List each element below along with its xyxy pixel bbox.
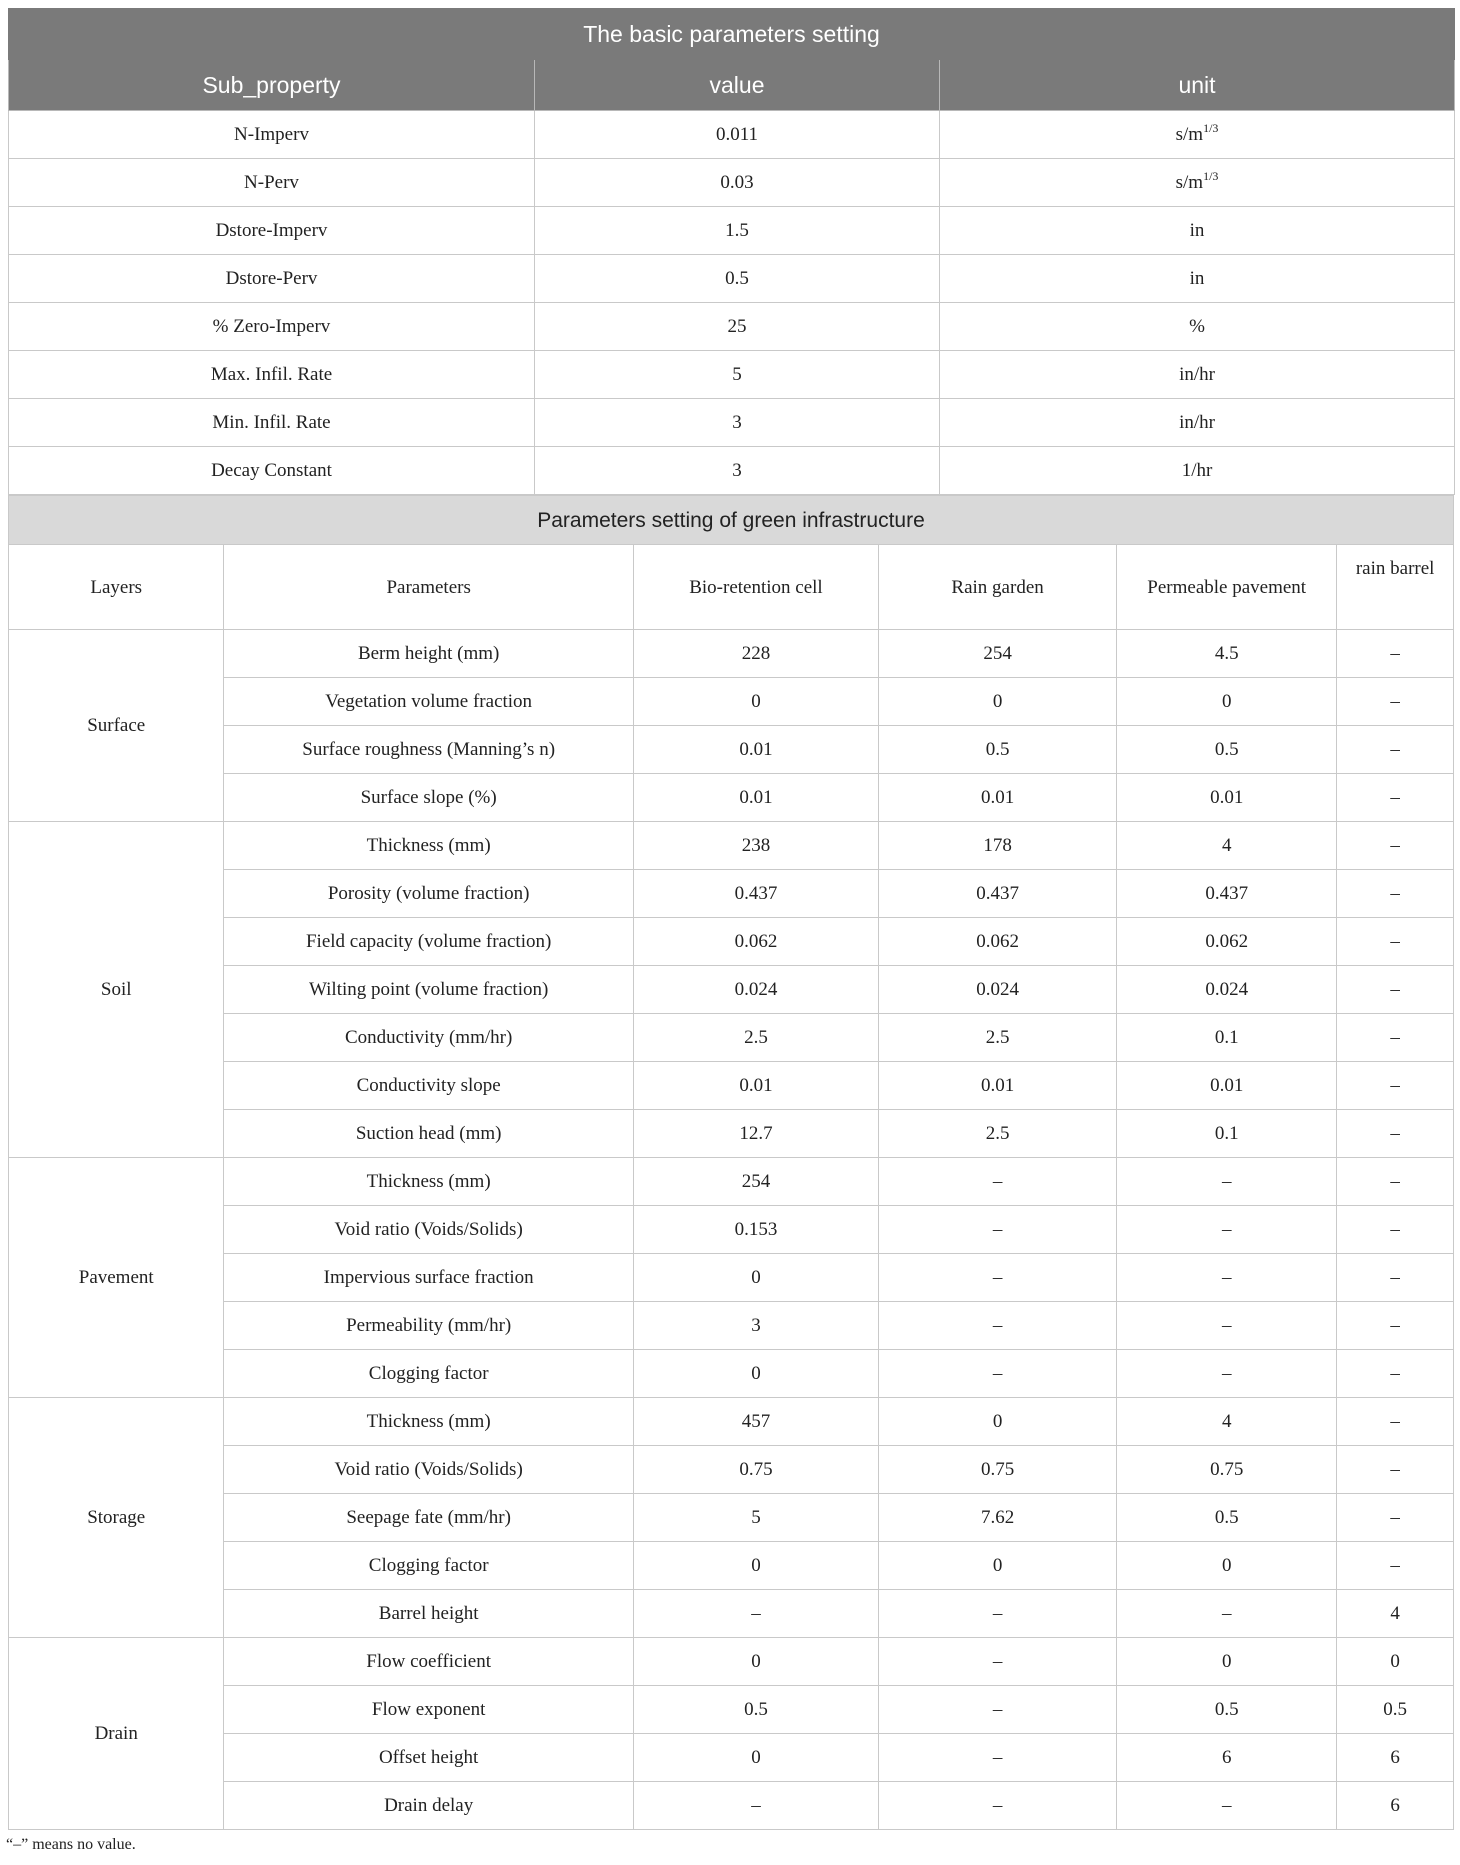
table-row	[9, 447, 1455, 495]
permeable-pavement-value: 0.75	[1117, 1446, 1337, 1494]
parameter-cell: Clogging factor	[224, 1542, 633, 1590]
table-row	[9, 726, 1454, 774]
rain-garden-value: 178	[879, 822, 1117, 870]
bio-retention-cell-value: –	[633, 1590, 878, 1638]
rain-barrel-value: –	[1337, 1350, 1454, 1398]
unit-text: s/m	[1175, 124, 1204, 145]
table-row	[9, 1734, 1454, 1782]
table-row	[9, 1014, 1454, 1062]
rain-barrel-value: –	[1337, 918, 1454, 966]
green-infrastructure-table	[8, 495, 1454, 1830]
sub-property-cell: N-Imperv	[9, 111, 535, 159]
rain-barrel-value: 6	[1337, 1782, 1454, 1830]
bio-retention-cell-value: 0	[633, 1734, 878, 1782]
permeable-pavement-value: –	[1117, 1590, 1337, 1638]
header-layers: Layers	[9, 545, 224, 630]
unit-text: 1/hr	[1181, 460, 1213, 481]
unit-cell	[940, 303, 1455, 351]
permeable-pavement-value: 0	[1117, 1542, 1337, 1590]
parameter-cell: Surface slope (%)	[224, 774, 633, 822]
parameter-cell: Impervious surface fraction	[224, 1254, 633, 1302]
value-cell: 3	[535, 447, 940, 495]
header-value: value	[535, 60, 940, 111]
unit-cell	[940, 255, 1455, 303]
permeable-pavement-value: 4	[1117, 822, 1337, 870]
header-parameters: Parameters	[224, 545, 633, 630]
rain-garden-value: 254	[879, 630, 1117, 678]
bio-retention-cell-value: –	[633, 1782, 878, 1830]
rain-barrel-value: –	[1337, 1446, 1454, 1494]
layer-label: Storage	[9, 1398, 224, 1638]
permeable-pavement-value: 0.1	[1117, 1014, 1337, 1062]
rain-garden-value: 0.01	[879, 774, 1117, 822]
permeable-pavement-value: 4.5	[1117, 630, 1337, 678]
permeable-pavement-value: –	[1117, 1302, 1337, 1350]
parameter-cell: Barrel height	[224, 1590, 633, 1638]
permeable-pavement-value: –	[1117, 1158, 1337, 1206]
permeable-pavement-value: –	[1117, 1782, 1337, 1830]
parameter-cell: Vegetation volume fraction	[224, 678, 633, 726]
parameter-cell: Drain delay	[224, 1782, 633, 1830]
table-row	[9, 1638, 1454, 1686]
parameter-cell: Berm height (mm)	[224, 630, 633, 678]
parameter-cell: Clogging factor	[224, 1350, 633, 1398]
rain-garden-value: –	[879, 1782, 1117, 1830]
unit-text: in/hr	[1179, 364, 1215, 385]
rain-garden-value: –	[879, 1686, 1117, 1734]
permeable-pavement-value: 0.437	[1117, 870, 1337, 918]
bio-retention-cell-value: 0.01	[633, 726, 878, 774]
header-bio-retention-cell: Bio-retention cell	[633, 545, 878, 630]
rain-barrel-value: –	[1337, 1014, 1454, 1062]
table-row	[9, 1062, 1454, 1110]
sub-property-cell: Min. Infil. Rate	[9, 399, 535, 447]
sub-property-cell: Dstore-Perv	[9, 255, 535, 303]
table-row	[9, 399, 1455, 447]
parameter-cell: Flow coefficient	[224, 1638, 633, 1686]
bio-retention-cell-value: 0.024	[633, 966, 878, 1014]
rain-garden-value: –	[879, 1302, 1117, 1350]
rain-barrel-value: –	[1337, 822, 1454, 870]
rain-barrel-value: 6	[1337, 1734, 1454, 1782]
rain-garden-value: –	[879, 1590, 1117, 1638]
bio-retention-cell-value: 228	[633, 630, 878, 678]
header-sub-property: Sub_property	[9, 60, 535, 111]
parameter-cell: Void ratio (Voids/Solids)	[224, 1446, 633, 1494]
parameter-cell: Void ratio (Voids/Solids)	[224, 1206, 633, 1254]
value-cell: 1.5	[535, 207, 940, 255]
header-rain-barrel: rain barrel	[1337, 545, 1454, 630]
permeable-pavement-value: –	[1117, 1254, 1337, 1302]
table-row	[9, 111, 1455, 159]
parameter-cell: Thickness (mm)	[224, 822, 633, 870]
table-row	[9, 1446, 1454, 1494]
bio-retention-cell-value: 0	[633, 1542, 878, 1590]
unit-text: in	[1189, 220, 1205, 241]
table-row	[9, 918, 1454, 966]
parameter-cell: Flow exponent	[224, 1686, 633, 1734]
table-row	[9, 1206, 1454, 1254]
parameter-cell: Conductivity slope	[224, 1062, 633, 1110]
rain-barrel-value: –	[1337, 630, 1454, 678]
sub-property-cell: Dstore-Imperv	[9, 207, 535, 255]
rain-barrel-value: –	[1337, 1158, 1454, 1206]
parameter-cell: Offset height	[224, 1734, 633, 1782]
table-row	[9, 207, 1455, 255]
unit-cell	[940, 207, 1455, 255]
bio-retention-cell-value: 0	[633, 1638, 878, 1686]
sub-property-cell: Max. Infil. Rate	[9, 351, 535, 399]
bio-retention-cell-value: 0	[633, 1254, 878, 1302]
value-cell: 0.011	[535, 111, 940, 159]
parameter-cell: Field capacity (volume fraction)	[224, 918, 633, 966]
table-row	[9, 1686, 1454, 1734]
table-row	[9, 1590, 1454, 1638]
parameter-cell: Thickness (mm)	[224, 1398, 633, 1446]
parameter-cell: Seepage fate (mm/hr)	[224, 1494, 633, 1542]
bio-retention-cell-value: 0	[633, 678, 878, 726]
table-row	[9, 630, 1454, 678]
bio-retention-cell-value: 0.437	[633, 870, 878, 918]
rain-barrel-value: –	[1337, 1494, 1454, 1542]
table-row	[9, 1254, 1454, 1302]
parameters-table-container	[8, 8, 1454, 1854]
bio-retention-cell-value: 0.5	[633, 1686, 878, 1734]
rain-barrel-value: –	[1337, 1110, 1454, 1158]
rain-garden-value: 0	[879, 1542, 1117, 1590]
rain-garden-value: –	[879, 1158, 1117, 1206]
bio-retention-cell-value: 457	[633, 1398, 878, 1446]
rain-garden-value: 0	[879, 678, 1117, 726]
permeable-pavement-value: 0.062	[1117, 918, 1337, 966]
bio-retention-cell-value: 254	[633, 1158, 878, 1206]
unit-text: s/m	[1175, 172, 1204, 193]
rain-garden-value: –	[879, 1254, 1117, 1302]
permeable-pavement-value: 0.5	[1117, 1686, 1337, 1734]
parameter-cell: Surface roughness (Manning’s n)	[224, 726, 633, 774]
table-row	[9, 1302, 1454, 1350]
rain-barrel-value: –	[1337, 1542, 1454, 1590]
rain-garden-value: 0.01	[879, 1062, 1117, 1110]
rain-garden-value: 2.5	[879, 1110, 1117, 1158]
rain-garden-value: 0.024	[879, 966, 1117, 1014]
permeable-pavement-value: 0	[1117, 1638, 1337, 1686]
rain-garden-value: 7.62	[879, 1494, 1117, 1542]
permeable-pavement-value: 0.1	[1117, 1110, 1337, 1158]
permeable-pavement-value: 0.5	[1117, 726, 1337, 774]
rain-barrel-value: –	[1337, 870, 1454, 918]
rain-barrel-value: –	[1337, 1254, 1454, 1302]
bio-retention-cell-value: 0.01	[633, 1062, 878, 1110]
table-row	[9, 159, 1455, 207]
bio-retention-cell-value: 0.75	[633, 1446, 878, 1494]
layer-label: Drain	[9, 1638, 224, 1830]
bio-retention-cell-value: 2.5	[633, 1014, 878, 1062]
unit-text: in/hr	[1179, 412, 1215, 433]
table-row	[9, 1542, 1454, 1590]
permeable-pavement-value: 4	[1117, 1398, 1337, 1446]
rain-garden-value: –	[879, 1350, 1117, 1398]
rain-garden-value: 0.062	[879, 918, 1117, 966]
table-row	[9, 1110, 1454, 1158]
rain-barrel-value: –	[1337, 1302, 1454, 1350]
permeable-pavement-value: –	[1117, 1350, 1337, 1398]
basic-parameters-table	[8, 8, 1455, 495]
rain-barrel-value: –	[1337, 1206, 1454, 1254]
sub-property-cell: N-Perv	[9, 159, 535, 207]
value-cell: 3	[535, 399, 940, 447]
rain-garden-value: 0	[879, 1398, 1117, 1446]
permeable-pavement-value: –	[1117, 1206, 1337, 1254]
sub-property-cell: % Zero-Imperv	[9, 303, 535, 351]
header-unit: unit	[940, 60, 1455, 111]
unit-cell	[940, 159, 1455, 207]
bio-retention-cell-value: 0.153	[633, 1206, 878, 1254]
value-cell: 0.5	[535, 255, 940, 303]
unit-cell	[940, 351, 1455, 399]
bio-retention-cell-value: 3	[633, 1302, 878, 1350]
header-permeable-pavement: Permeable pavement	[1117, 545, 1337, 630]
parameter-cell: Suction head (mm)	[224, 1110, 633, 1158]
rain-garden-value: –	[879, 1206, 1117, 1254]
rain-garden-value: –	[879, 1638, 1117, 1686]
table-row	[9, 1158, 1454, 1206]
parameter-cell: Wilting point (volume fraction)	[224, 966, 633, 1014]
unit-text: in	[1189, 268, 1205, 289]
footnote: “–” means no value.	[6, 1836, 136, 1853]
unit-cell	[940, 399, 1455, 447]
bio-retention-cell-value: 238	[633, 822, 878, 870]
rain-barrel-value: 4	[1337, 1590, 1454, 1638]
layer-label: Pavement	[9, 1158, 224, 1398]
layer-label: Surface	[9, 630, 224, 822]
table-row	[9, 1350, 1454, 1398]
permeable-pavement-value: 0.01	[1117, 1062, 1337, 1110]
rain-garden-value: 2.5	[879, 1014, 1117, 1062]
permeable-pavement-value: 6	[1117, 1734, 1337, 1782]
rain-barrel-value: –	[1337, 966, 1454, 1014]
table-row	[9, 303, 1455, 351]
green-table-title: Parameters setting of green infrastructure	[9, 496, 1454, 545]
table-row	[9, 1398, 1454, 1446]
table-row	[9, 870, 1454, 918]
table-row	[9, 822, 1454, 870]
unit-exponent: 1/3	[1203, 169, 1219, 183]
rain-garden-value: 0.5	[879, 726, 1117, 774]
bio-retention-cell-value: 5	[633, 1494, 878, 1542]
value-cell: 25	[535, 303, 940, 351]
rain-garden-value: –	[879, 1734, 1117, 1782]
table-row	[9, 678, 1454, 726]
layer-label: Soil	[9, 822, 224, 1158]
sub-property-cell: Decay Constant	[9, 447, 535, 495]
rain-barrel-value: –	[1337, 726, 1454, 774]
value-cell: 5	[535, 351, 940, 399]
permeable-pavement-value: 0	[1117, 678, 1337, 726]
rain-barrel-value: 0.5	[1337, 1686, 1454, 1734]
permeable-pavement-value: 0.024	[1117, 966, 1337, 1014]
permeable-pavement-value: 0.5	[1117, 1494, 1337, 1542]
unit-text: %	[1189, 316, 1205, 337]
bio-retention-cell-value: 0.062	[633, 918, 878, 966]
bio-retention-cell-value: 0	[633, 1350, 878, 1398]
table-row	[9, 1782, 1454, 1830]
table-row	[9, 774, 1454, 822]
table-row	[9, 351, 1455, 399]
rain-garden-value: 0.75	[879, 1446, 1117, 1494]
unit-cell	[940, 447, 1455, 495]
table-row	[9, 1494, 1454, 1542]
parameter-cell: Thickness (mm)	[224, 1158, 633, 1206]
header-rain-garden: Rain garden	[879, 545, 1117, 630]
parameter-cell: Permeability (mm/hr)	[224, 1302, 633, 1350]
rain-barrel-value: –	[1337, 774, 1454, 822]
bio-retention-cell-value: 0.01	[633, 774, 878, 822]
basic-table-title: The basic parameters setting	[9, 9, 1455, 60]
rain-barrel-value: –	[1337, 678, 1454, 726]
rain-garden-value: 0.437	[879, 870, 1117, 918]
table-row	[9, 255, 1455, 303]
parameter-cell: Porosity (volume fraction)	[224, 870, 633, 918]
permeable-pavement-value: 0.01	[1117, 774, 1337, 822]
unit-exponent: 1/3	[1203, 121, 1219, 135]
rain-barrel-value: –	[1337, 1062, 1454, 1110]
rain-barrel-value: –	[1337, 1398, 1454, 1446]
unit-cell	[940, 111, 1455, 159]
bio-retention-cell-value: 12.7	[633, 1110, 878, 1158]
parameter-cell: Conductivity (mm/hr)	[224, 1014, 633, 1062]
table-row	[9, 966, 1454, 1014]
value-cell: 0.03	[535, 159, 940, 207]
rain-barrel-value: 0	[1337, 1638, 1454, 1686]
